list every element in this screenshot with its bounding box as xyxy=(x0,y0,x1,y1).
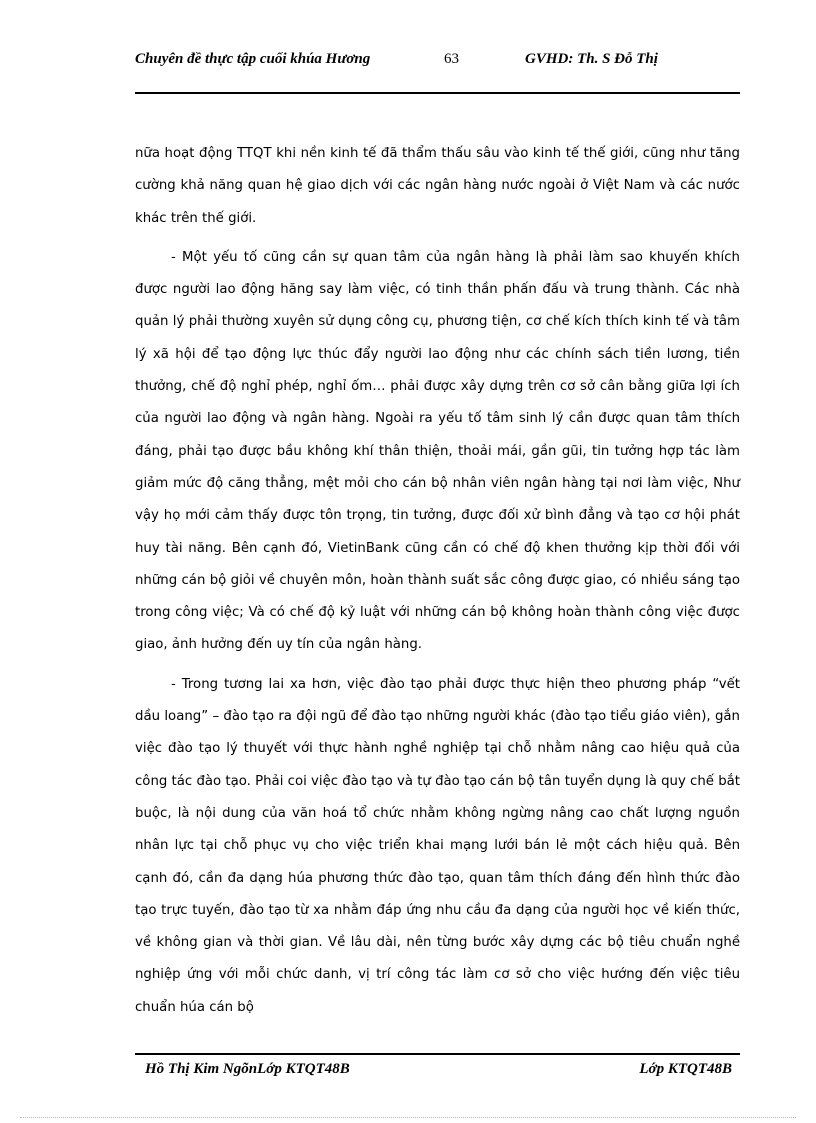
page-bottom-divider xyxy=(20,1117,796,1118)
paragraph-3: - Trong tương lai xa hơn, việc đào tạo phải được thực hiện theo phương pháp “vết dầu loang” – đào tạo ra đội ngũ để đào tạo những người khác (đào tạo tiểu giáo viên), gắn việc đào tạo lý thuyết với thực hành nghề nghiệp tại chỗ nhằm nâng cao hiệu quả của công tác đào tạo. Phải coi việc đào tạo và tự đào tạo cán bộ tân tuyển dụng là quy chế bắt buộc, là nội dung của văn hoá tổ chức nhằm không ngừng nâng cao chất lượng nguồn nhân lực tại chỗ phục vụ cho việc triển khai mạng lưới bán lẻ một cách hiệu quả. Bên cạnh đó, cần đa dạng húa phương thức đào tạo, quan tâm thích đáng đến hình thức đào tạo trực tuyến, đào tạo từ xa nhằm đáp ứng nhu cầu đa dạng của người học về kiến thức, về không gian và thời gian. Về lâu dài, nên từng bước xây dựng các bộ tiêu chuẩn nghề nghiệp ứng với mỗi chức danh, vị trí công tác làm cơ sở cho việc hướng đến việc tiêu chuẩn húa cán bộ xyxy=(135,676,740,1015)
footer-class: Lớp KTQT48B xyxy=(639,1061,732,1077)
page-footer xyxy=(135,1053,740,1077)
page-header xyxy=(135,48,740,94)
header-advisor: GVHD: Th. S Đỗ Thị xyxy=(525,51,658,67)
paragraph-1: nữa hoạt động TTQT khi nền kinh tế đã thẩm thấu sâu vào kinh tế thế giới, cũng như tăng cường khả năng quan hệ giao dịch với các ngân hàng nước ngoài ở Việt Nam và các nước khác trên thế giới. xyxy=(135,146,740,226)
page-number: 63 xyxy=(444,51,459,67)
paragraph-2: - Một yếu tố cũng cần sự quan tâm của ngân hàng là phải làm sao khuyến khích được người lao động hăng say làm việc, có tinh thần phấn đấu và trung thành. Các nhà quản lý phải thường xuyên sử dụng công cụ, phương tiện, cơ chế kích thích kinh tế và tâm lý xã hội để tạo động lực thúc đẩy người lao động như các chính sách tiền lương, tiền thưởng, chế độ nghỉ phép, nghỉ ốm… phải được xây dựng trên cơ sở cân bằng giữa lợi ích của người lao động và ngân hàng. Ngoài ra yếu tố tâm sinh lý cần được quan tâm thích đáng, phải tạo được bầu không khí thân thiện, thoải mái, gần gũi, tin tưởng hợp tác làm giảm mức độ căng thẳng, mệt mỏi cho cán bộ nhân viên ngân hàng tại nơi làm việc, Như vậy họ mới cảm thấy được tôn trọng, tin tưởng, được đối xử bình đẳng và tạo cơ hội phát huy tài năng. Bên cạnh đó, VietinBank cũng cần có chế độ khen thưởng kịp thời đối với những cán bộ giỏi về chuyên môn, hoàn thành suất sắc công được giao, có nhiều sáng tạo trong công việc; Và có chế độ kỷ luật với những cán bộ không hoàn thành công việc được giao, ảnh hưởng đến uy tín của ngân hàng. xyxy=(135,249,740,653)
main-text xyxy=(135,138,740,1031)
footer-author: Hồ Thị Kim NgõnLớp KTQT48B xyxy=(145,1061,350,1077)
header-document-title: Chuyên đề thực tập cuối khúa Hương xyxy=(135,51,371,67)
